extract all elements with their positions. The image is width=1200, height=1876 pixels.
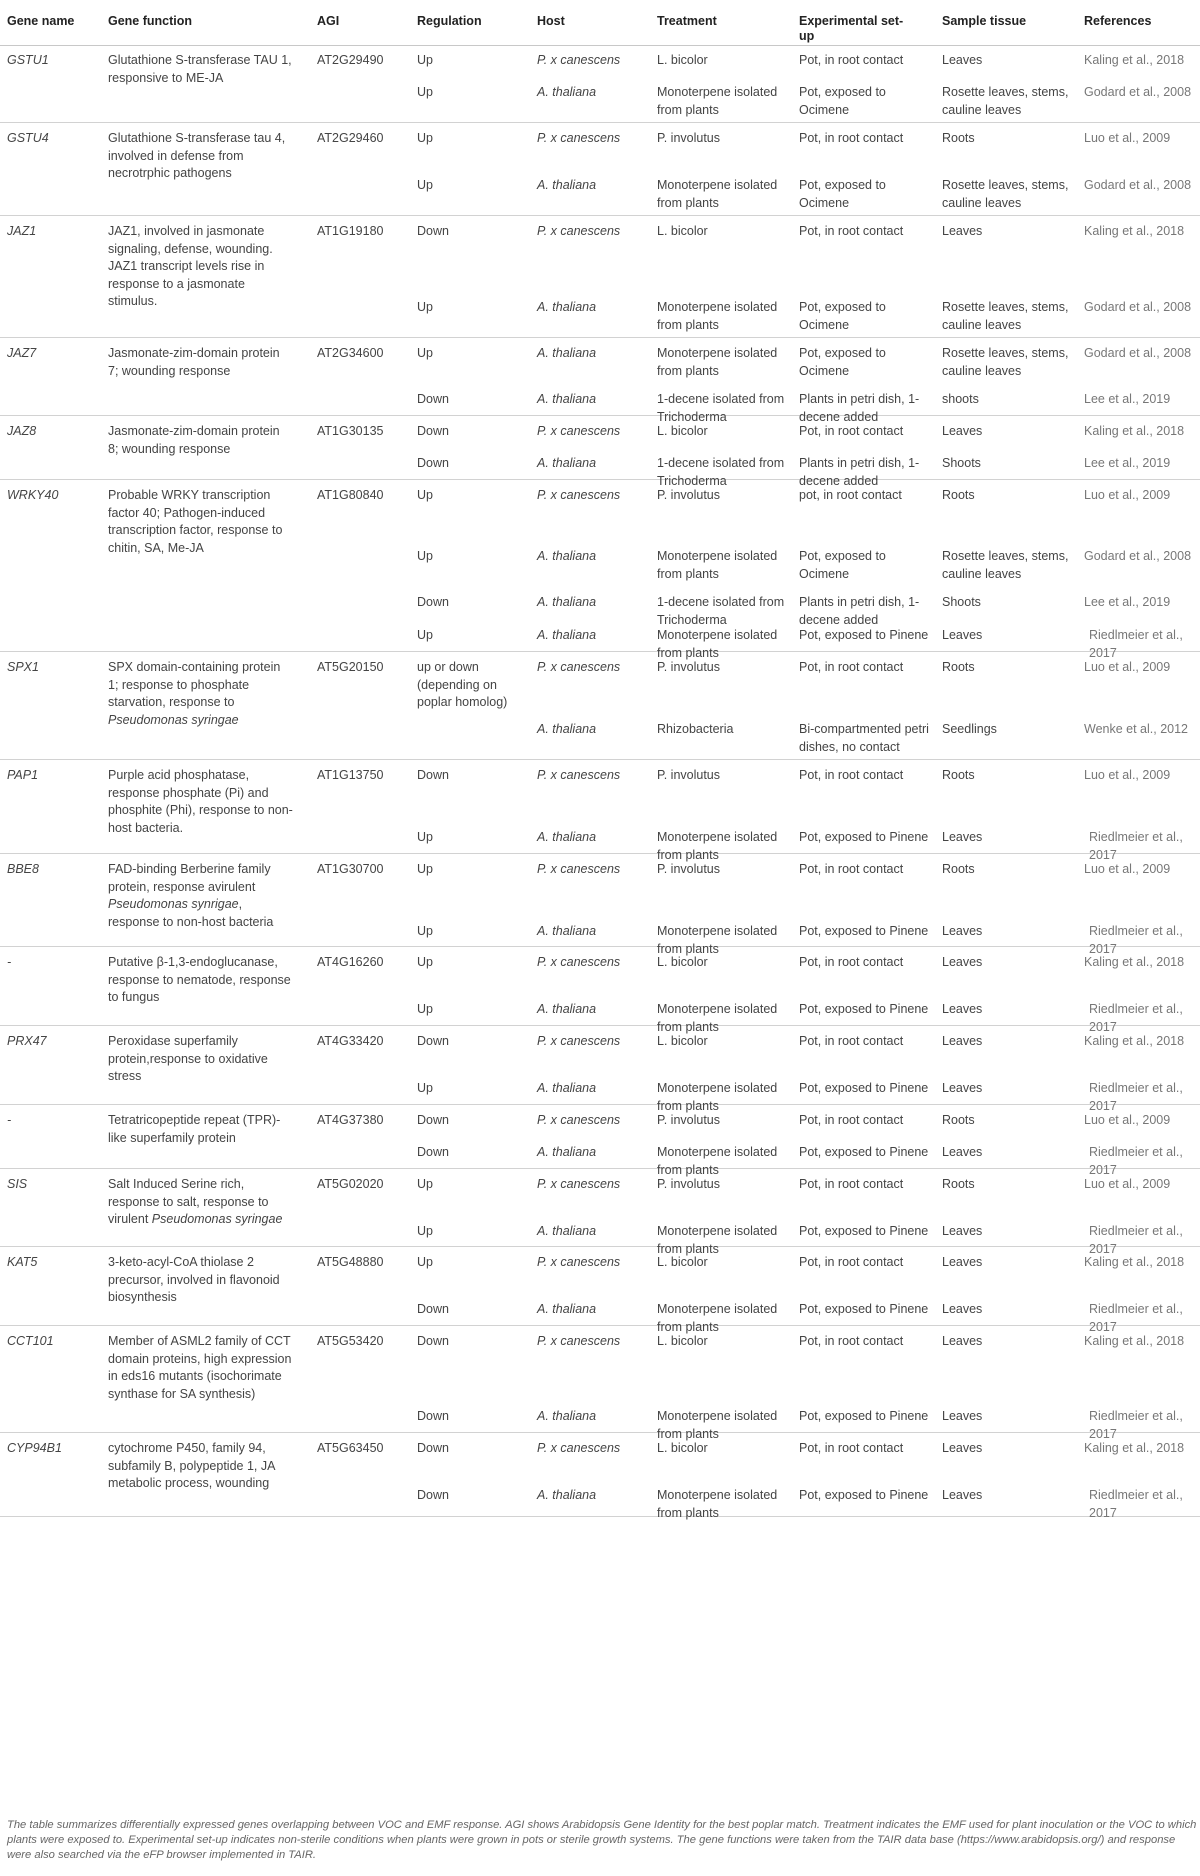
regulation-cell: Down [417,1334,449,1348]
gene-function-cell: Purple acid phosphatase, response phosphate (Pi) and phosphite (Phi), response to non-host bacteria. [108,768,293,835]
sample-tissue-cell: Rosette leaves, stems, cauline leaves [942,300,1069,332]
reference-cell: Luo et al., 2009 [1084,660,1171,674]
gene-function-cell: Jasmonate-zim-domain protein 7; wounding response [108,346,280,378]
sample-tissue-cell: Leaves [942,1409,983,1423]
setup-cell: Plants in petri dish, 1-decene added [799,392,920,424]
host-cell: A. thaliana [537,392,597,406]
sample-tissue-cell: Shoots [942,456,981,470]
setup-cell: Pot, in root contact [799,131,904,145]
gene-name-cell: CYP94B1 [7,1441,62,1455]
gene-function-text: SPX domain-containing protein 1; response to phosphate starvation, response to [108,660,281,709]
sample-tissue-cell: Leaves [942,830,983,844]
regulation-cell: Up [417,924,433,938]
host-cell: A. thaliana [537,178,597,192]
treatment-cell: Monoterpene isolated from plants [657,1081,778,1113]
gene-function-cell: Peroxidase superfamily protein,response to oxidative stress [108,1034,268,1083]
setup-cell: Pot, exposed to Pinene [799,1145,929,1159]
treatment-cell: Monoterpene isolated from plants [657,1224,778,1256]
treatment-cell: Monoterpene isolated from plants [657,924,778,956]
gene-name-cell: WRKY40 [7,488,59,502]
setup-cell: Pot, in root contact [799,53,904,67]
treatment-cell: Monoterpene isolated from plants [657,300,778,332]
sample-tissue-cell: Leaves [942,1302,983,1316]
gene-function-cell: Probable WRKY transcription factor 40; Pathogen-induced transcription factor, response to chitin, SA, Me-JA [108,488,283,555]
sample-tissue-cell: Leaves [942,628,983,642]
sample-tissue-cell: Roots [942,1113,975,1127]
host-cell: P. x canescens [537,53,621,67]
regulation-cell: Up [417,1255,433,1269]
reference-cell: Godard et al., 2008 [1084,85,1192,99]
agi-cell: AT5G20150 [317,660,384,674]
gene-function-text: FAD-binding Berberine family protein, response avirulent [108,862,271,894]
sample-tissue-cell: Roots [942,660,975,674]
reference-cell: Lee et al., 2019 [1084,456,1171,470]
regulation-cell: Down [417,595,449,609]
host-cell: P. x canescens [537,1441,621,1455]
treatment-cell: Rhizobacteria [657,722,734,736]
treatment-cell: Monoterpene isolated from plants [657,830,778,862]
regulation-cell: Down [417,424,449,438]
treatment-cell: Monoterpene isolated from plants [657,628,778,660]
reference-cell: Kaling et al., 2018 [1084,955,1185,969]
host-cell: P. x canescens [537,1255,621,1269]
host-cell: A. thaliana [537,1145,597,1159]
agi-cell: AT1G80840 [317,488,384,502]
setup-cell: Pot, exposed to Pinene [799,1002,929,1016]
setup-cell: Pot, in root contact [799,768,904,782]
header-references: References [1084,14,1152,28]
header-gene-name: Gene name [7,14,75,28]
gene-function-cell: Glutathione S-transferase tau 4, involved in defense from necrotrphic pathogens [108,131,286,180]
gene-function-cell: Tetratricopeptide repeat (TPR)-like superfamily protein [108,1113,281,1145]
gene-function-cell: JAZ1, involved in jasmonate signaling, defense, wounding. JAZ1 transcript levels rise in response to a jasmonate stimulus. [108,224,273,308]
setup-cell: Pot, in root contact [799,1177,904,1191]
agi-cell: AT1G19180 [317,224,384,238]
sample-tissue-cell: Rosette leaves, stems, cauline leaves [942,178,1069,210]
host-cell: A. thaliana [537,924,597,938]
regulation-cell: Up [417,1002,433,1016]
reference-cell: Luo et al., 2009 [1084,768,1171,782]
reference-cell: Kaling et al., 2018 [1084,224,1185,238]
agi-cell: AT4G16260 [317,955,384,969]
host-cell: A. thaliana [537,1488,597,1502]
treatment-cell: Monoterpene isolated from plants [657,1488,778,1520]
sample-tissue-cell: Rosette leaves, stems, cauline leaves [942,549,1069,581]
treatment-cell: L. bicolor [657,1034,708,1048]
regulation-cell: Up [417,346,433,360]
host-cell: P. x canescens [537,1113,621,1127]
regulation-cell: Down [417,768,449,782]
setup-cell: Pot, exposed to Pinene [799,1488,929,1502]
regulation-cell: Up [417,830,433,844]
reference-cell: Lee et al., 2019 [1084,595,1171,609]
sample-tissue-cell: Leaves [942,1034,983,1048]
regulation-cell: Down [417,392,449,406]
regulation-cell: Down [417,224,449,238]
gene-function-text: Salt Induced Serine rich, response to salt, response to virulent [108,1177,269,1226]
gene-function-species: Pseudomonas syringae [151,1212,283,1226]
treatment-cell: Monoterpene isolated from plants [657,178,778,210]
gene-function-cell: Putative β-1,3-endoglucanase, response to nematode, response to fungus [108,955,291,1004]
setup-cell: Pot, in root contact [799,1334,904,1348]
treatment-cell: L. bicolor [657,955,708,969]
sample-tissue-cell: Shoots [942,595,981,609]
gene-function-cell: Glutathione S-transferase TAU 1, responsive to ME-JA [108,53,292,85]
setup-cell: Pot, in root contact [799,955,904,969]
host-cell: A. thaliana [537,549,597,563]
reference-cell: Godard et al., 2008 [1084,346,1192,360]
gene-name-cell: JAZ7 [7,346,37,360]
treatment-cell: Monoterpene isolated from plants [657,1145,778,1177]
setup-cell: Plants in petri dish, 1-decene added [799,456,920,488]
treatment-cell: P. involutus [657,660,721,674]
regulation-cell: Up [417,178,433,192]
setup-cell: Plants in petri dish, 1-decene added [799,595,920,627]
treatment-cell: P. involutus [657,488,721,502]
sample-tissue-cell: shoots [942,392,979,406]
regulation-cell: Up [417,1177,433,1191]
treatment-cell: P. involutus [657,768,721,782]
gene-name-cell: - [7,1113,12,1127]
agi-cell: AT1G30135 [317,424,384,438]
gene-function-species: Pseudomonas synrigae [108,897,239,911]
setup-cell: Pot, exposed to Ocimene [799,346,886,378]
host-cell: P. x canescens [537,1034,621,1048]
reference-cell: Riedlmeier et al., 2017 [1089,1002,1183,1034]
gene-function-cell: Member of ASML2 family of CCT domain proteins, high expression in eds16 mutants (isochorimate synthase for SA synthesis) [108,1334,292,1401]
sample-tissue-cell: Roots [942,131,975,145]
setup-cell: pot, in root contact [799,488,902,502]
treatment-cell: L. bicolor [657,1255,708,1269]
reference-cell: Lee et al., 2019 [1084,392,1171,406]
regulation-cell: Down [417,1113,449,1127]
header-regulation: Regulation [417,14,482,28]
agi-cell: AT4G37380 [317,1113,384,1127]
sample-tissue-cell: Leaves [942,1488,983,1502]
setup-cell: Pot, in root contact [799,1113,904,1127]
setup-cell: Bi-compartmented petri dishes, no contact [799,722,929,754]
gene-function-cell [108,861,293,931]
host-cell: A. thaliana [537,1002,597,1016]
sample-tissue-cell: Roots [942,488,975,502]
gene-name-cell: JAZ8 [7,424,37,438]
regulation-cell: up or down (depending on poplar homolog) [417,660,508,709]
gene-name-cell: SPX1 [7,660,39,674]
treatment-cell: L. bicolor [657,53,708,67]
treatment-cell: Monoterpene isolated from plants [657,1002,778,1034]
sample-tissue-cell: Leaves [942,53,983,67]
header-sample-tissue: Sample tissue [942,14,1027,28]
gene-name-cell: KAT5 [7,1255,38,1269]
host-cell: P. x canescens [537,1334,621,1348]
host-cell: A. thaliana [537,456,597,470]
regulation-cell: Down [417,456,449,470]
host-cell: A. thaliana [537,346,597,360]
treatment-cell: Monoterpene isolated from plants [657,1409,778,1441]
treatment-cell: Monoterpene isolated from plants [657,549,778,581]
gene-function-cell: 3-keto-acyl-CoA thiolase 2 precursor, involved in flavonoid biosynthesis [108,1255,280,1304]
host-cell: P. x canescens [537,862,621,876]
sample-tissue-cell: Roots [942,862,975,876]
sample-tissue-cell: Roots [942,768,975,782]
sample-tissue-cell: Leaves [942,1224,983,1238]
sample-tissue-cell: Leaves [942,1081,983,1095]
gene-name-cell: CCT101 [7,1334,54,1348]
table-footnote: The table summarizes differentially expressed genes overlapping between VOC and EMF response. AGI shows Arabidopsis Gene Identity for the best poplar match. Treatment indicates the EMF used for plant inoculation or the VOC to which plants were exposed to. Experimental set-up indicates non-sterile conditions when plants were grown in pots or sterile growth systems. The gene functions were taken from the TAIR data base (https://www.arabidopsis.org/) and response were also searched via the eFP browser implemented in TAIR. [7,1819,1197,1861]
treatment-cell: 1-decene isolated from Trichoderma [657,392,785,424]
agi-cell: AT5G53420 [317,1334,384,1348]
reference-cell: Riedlmeier et al., 2017 [1089,924,1183,956]
regulation-cell: Up [417,131,433,145]
reference-cell: Kaling et al., 2018 [1084,1334,1185,1348]
sample-tissue-cell: Rosette leaves, stems, cauline leaves [942,85,1069,117]
host-cell: A. thaliana [537,1409,597,1423]
agi-cell: AT2G29460 [317,131,384,145]
setup-cell: Pot, in root contact [799,224,904,238]
treatment-cell: P. involutus [657,862,721,876]
reference-cell: Luo et al., 2009 [1084,488,1171,502]
reference-cell: Riedlmeier et al., 2017 [1089,1145,1183,1177]
sample-tissue-cell: Leaves [942,1255,983,1269]
agi-cell: AT2G34600 [317,346,384,360]
host-cell: A. thaliana [537,1224,597,1238]
setup-cell: Pot, in root contact [799,1034,904,1048]
sample-tissue-cell: Leaves [942,1145,983,1159]
regulation-cell: Down [417,1409,449,1423]
agi-cell: AT5G02020 [317,1177,384,1191]
header-host: Host [537,14,565,28]
reference-cell: Kaling et al., 2018 [1084,53,1185,67]
agi-cell: AT4G33420 [317,1034,384,1048]
agi-cell: AT1G13750 [317,768,384,782]
treatment-cell: L. bicolor [657,224,708,238]
gene-name-cell: BBE8 [7,862,39,876]
reference-cell: Riedlmeier et al., 2017 [1089,830,1183,862]
header-treatment: Treatment [657,14,717,28]
gene-function-cell [108,1176,293,1229]
agi-cell: AT5G63450 [317,1441,384,1455]
regulation-cell: Up [417,85,433,99]
host-cell: P. x canescens [537,424,621,438]
sample-tissue-cell: Rosette leaves, stems, cauline leaves [942,346,1069,378]
regulation-cell: Up [417,862,433,876]
gene-name-cell: SIS [7,1177,28,1191]
gene-function-cell: cytochrome P450, family 94, subfamily B, polypeptide 1, JA metabolic process, wounding [108,1441,275,1490]
setup-cell: Pot, exposed to Pinene [799,924,929,938]
regulation-cell: Up [417,53,433,67]
sample-tissue-cell: Leaves [942,924,983,938]
host-cell: P. x canescens [537,1177,621,1191]
setup-cell: Pot, exposed to Ocimene [799,178,886,210]
setup-cell: Pot, in root contact [799,1441,904,1455]
host-cell: A. thaliana [537,595,597,609]
sample-tissue-cell: Leaves [942,424,983,438]
reference-cell: Riedlmeier et al., 2017 [1089,1224,1183,1256]
host-cell: A. thaliana [537,722,597,736]
reference-cell: Luo et al., 2009 [1084,131,1171,145]
reference-cell: Riedlmeier et al., 2017 [1089,1488,1183,1520]
reference-cell: Luo et al., 2009 [1084,1177,1171,1191]
setup-cell: Pot, in root contact [799,424,904,438]
reference-cell: Godard et al., 2008 [1084,300,1192,314]
treatment-cell: L. bicolor [657,424,708,438]
reference-cell: Godard et al., 2008 [1084,178,1192,192]
regulation-cell: Down [417,1441,449,1455]
reference-cell: Riedlmeier et al., 2017 [1089,1409,1183,1441]
gene-function-text: , response to non-host bacteria [108,897,274,929]
treatment-cell: Monoterpene isolated from plants [657,346,778,378]
reference-cell: Wenke et al., 2012 [1084,722,1189,736]
setup-cell: Pot, exposed to Pinene [799,1224,929,1238]
regulation-cell: Up [417,1224,433,1238]
treatment-cell: P. involutus [657,131,721,145]
regulation-cell: Up [417,488,433,502]
reference-cell: Kaling et al., 2018 [1084,1034,1185,1048]
regulation-cell: Down [417,1302,449,1316]
reference-cell: Luo et al., 2009 [1084,862,1171,876]
header-setup: Experimental set-up [799,14,904,43]
reference-cell: Godard et al., 2008 [1084,549,1192,563]
regulation-cell: Down [417,1488,449,1502]
host-cell: A. thaliana [537,300,597,314]
treatment-cell: Monoterpene isolated from plants [657,85,778,117]
reference-cell: Luo et al., 2009 [1084,1113,1171,1127]
host-cell: P. x canescens [537,224,621,238]
setup-cell: Pot, exposed to Ocimene [799,300,886,332]
reference-cell: Riedlmeier et al., 2017 [1089,1302,1183,1334]
gene-name-cell: - [7,955,12,969]
host-cell: A. thaliana [537,1302,597,1316]
host-cell: P. x canescens [537,660,621,674]
setup-cell: Pot, exposed to Pinene [799,830,929,844]
setup-cell: Pot, exposed to Pinene [799,1081,929,1095]
host-cell: P. x canescens [537,955,621,969]
reference-cell: Kaling et al., 2018 [1084,1441,1185,1455]
table-header [0,0,1200,46]
host-cell: P. x canescens [537,768,621,782]
sample-tissue-cell: Leaves [942,224,983,238]
sample-tissue-cell: Leaves [942,955,983,969]
regulation-cell: Up [417,1081,433,1095]
host-cell: A. thaliana [537,628,597,642]
treatment-cell: P. involutus [657,1177,721,1191]
host-cell: P. x canescens [537,488,621,502]
setup-cell: Pot, exposed to Ocimene [799,549,886,581]
reference-cell: Riedlmeier et al., 2017 [1089,628,1183,660]
setup-cell: Pot, in root contact [799,1255,904,1269]
host-cell: A. thaliana [537,830,597,844]
gene-function-species: Pseudomonas syringae [108,712,239,727]
regulation-cell: Down [417,1145,449,1159]
setup-cell: Pot, exposed to Pinene [799,628,929,642]
treatment-cell: P. involutus [657,1113,721,1127]
reference-cell: Kaling et al., 2018 [1084,424,1185,438]
agi-cell: AT2G29490 [317,53,384,67]
treatment-cell: L. bicolor [657,1441,708,1455]
sample-tissue-cell: Leaves [942,1002,983,1016]
regulation-cell: Up [417,955,433,969]
setup-cell: Pot, exposed to Pinene [799,1302,929,1316]
host-cell: A. thaliana [537,85,597,99]
treatment-cell: L. bicolor [657,1334,708,1348]
sample-tissue-cell: Leaves [942,1334,983,1348]
reference-cell: Riedlmeier et al., 2017 [1089,1081,1183,1113]
setup-cell: Pot, exposed to Ocimene [799,85,886,117]
header-agi: AGI [317,14,340,28]
gene-name-cell: PRX47 [7,1034,47,1048]
gene-function-cell [108,659,293,729]
gene-name-cell: JAZ1 [7,224,37,238]
regulation-cell: Up [417,628,433,642]
setup-cell: Pot, in root contact [799,660,904,674]
header-gene-function: Gene function [108,14,193,28]
sample-tissue-cell: Roots [942,1177,975,1191]
gene-name-cell: PAP1 [7,768,39,782]
setup-cell: Pot, in root contact [799,862,904,876]
regulation-cell: Up [417,300,433,314]
sample-tissue-cell: Leaves [942,1441,983,1455]
reference-cell: Kaling et al., 2018 [1084,1255,1185,1269]
gene-name-cell: GSTU4 [7,131,49,145]
treatment-cell: Monoterpene isolated from plants [657,1302,778,1334]
sample-tissue-cell: Seedlings [942,722,997,736]
treatment-cell: 1-decene isolated from Trichoderma [657,595,785,627]
setup-cell: Pot, exposed to Pinene [799,1409,929,1423]
treatment-cell: 1-decene isolated from Trichoderma [657,456,785,488]
regulation-cell: Up [417,549,433,563]
host-cell: A. thaliana [537,1081,597,1095]
regulation-cell: Down [417,1034,449,1048]
gene-name-cell: GSTU1 [7,53,49,67]
agi-cell: AT1G30700 [317,862,384,876]
gene-function-cell: Jasmonate-zim-domain protein 8; wounding response [108,424,280,456]
host-cell: P. x canescens [537,131,621,145]
agi-cell: AT5G48880 [317,1255,384,1269]
